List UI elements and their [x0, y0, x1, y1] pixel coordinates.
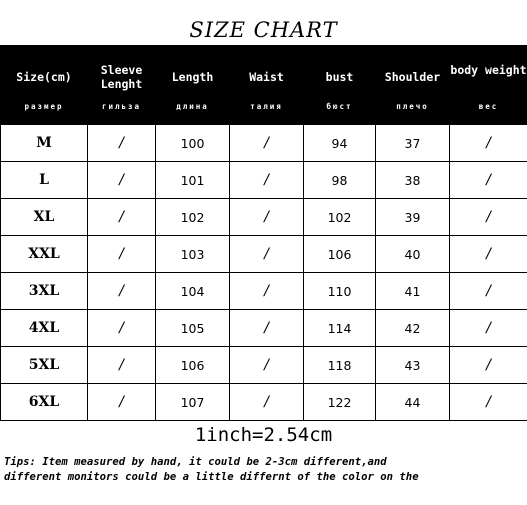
table-row	[1, 199, 527, 236]
sleeve-cell: /	[88, 236, 156, 273]
size-cell: XL	[1, 199, 88, 236]
weight-cell: /	[450, 162, 527, 199]
table-row	[1, 310, 527, 347]
size-chart-table	[0, 45, 527, 421]
weight-cell: /	[450, 310, 527, 347]
header-sleeve: Sleeve Lenght гильза	[88, 46, 156, 125]
size-cell: XXL	[1, 236, 88, 273]
size-cell: 3XL	[1, 273, 88, 310]
length-cell: 101	[156, 162, 230, 199]
length-cell: 100	[156, 125, 230, 162]
tips-line-2: different monitors could be a little differnt of the color on the	[4, 471, 419, 483]
shoulder-cell: 39	[376, 199, 450, 236]
bust-cell: 122	[304, 384, 376, 421]
waist-cell: /	[230, 125, 304, 162]
shoulder-cell: 41	[376, 273, 450, 310]
table-row	[1, 162, 527, 199]
waist-cell: /	[230, 273, 304, 310]
sleeve-cell: /	[88, 162, 156, 199]
length-cell: 107	[156, 384, 230, 421]
table-row	[1, 273, 527, 310]
unit-conversion: 1inch=2.54cm	[194, 424, 333, 446]
waist-cell: /	[230, 347, 304, 384]
size-cell: M	[1, 125, 88, 162]
bust-cell: 98	[304, 162, 376, 199]
sleeve-cell: /	[88, 310, 156, 347]
header-size: Size(cm) размер	[1, 46, 88, 125]
page-title: SIZE CHART	[189, 18, 338, 42]
size-cell: 6XL	[1, 384, 88, 421]
table-row	[1, 384, 527, 421]
tips-line-1: Tips: Item measured by hand, it could be 2-3cm different,and	[4, 456, 387, 468]
sleeve-cell: /	[88, 199, 156, 236]
size-cell: 4XL	[1, 310, 88, 347]
bust-cell: 102	[304, 199, 376, 236]
header-body-weight: body weight вес	[450, 46, 527, 125]
waist-cell: /	[230, 199, 304, 236]
length-cell: 103	[156, 236, 230, 273]
waist-cell: /	[230, 384, 304, 421]
bust-cell: 94	[304, 125, 376, 162]
length-cell: 105	[156, 310, 230, 347]
weight-cell: /	[450, 125, 527, 162]
shoulder-cell: 38	[376, 162, 450, 199]
bust-cell: 114	[304, 310, 376, 347]
shoulder-cell: 44	[376, 384, 450, 421]
sleeve-cell: /	[88, 125, 156, 162]
shoulder-cell: 42	[376, 310, 450, 347]
header-shoulder: Shoulder плечо	[376, 46, 450, 125]
waist-cell: /	[230, 236, 304, 273]
header-row	[1, 46, 527, 125]
header-waist: Waist талия	[230, 46, 304, 125]
waist-cell: /	[230, 162, 304, 199]
weight-cell: /	[450, 384, 527, 421]
tips-text	[4, 455, 526, 485]
weight-cell: /	[450, 347, 527, 384]
table-row	[1, 236, 527, 273]
size-cell: 5XL	[1, 347, 88, 384]
weight-cell: /	[450, 236, 527, 273]
shoulder-cell: 37	[376, 125, 450, 162]
length-cell: 102	[156, 199, 230, 236]
table-row	[1, 347, 527, 384]
length-cell: 106	[156, 347, 230, 384]
waist-cell: /	[230, 310, 304, 347]
sleeve-cell: /	[88, 347, 156, 384]
bust-cell: 106	[304, 236, 376, 273]
bust-cell: 110	[304, 273, 376, 310]
weight-cell: /	[450, 199, 527, 236]
length-cell: 104	[156, 273, 230, 310]
header-bust: bust бюст	[304, 46, 376, 125]
size-cell: L	[1, 162, 88, 199]
header-length: Length длина	[156, 46, 230, 125]
shoulder-cell: 43	[376, 347, 450, 384]
shoulder-cell: 40	[376, 236, 450, 273]
table-row	[1, 125, 527, 162]
bust-cell: 118	[304, 347, 376, 384]
sleeve-cell: /	[88, 273, 156, 310]
weight-cell: /	[450, 273, 527, 310]
sleeve-cell: /	[88, 384, 156, 421]
